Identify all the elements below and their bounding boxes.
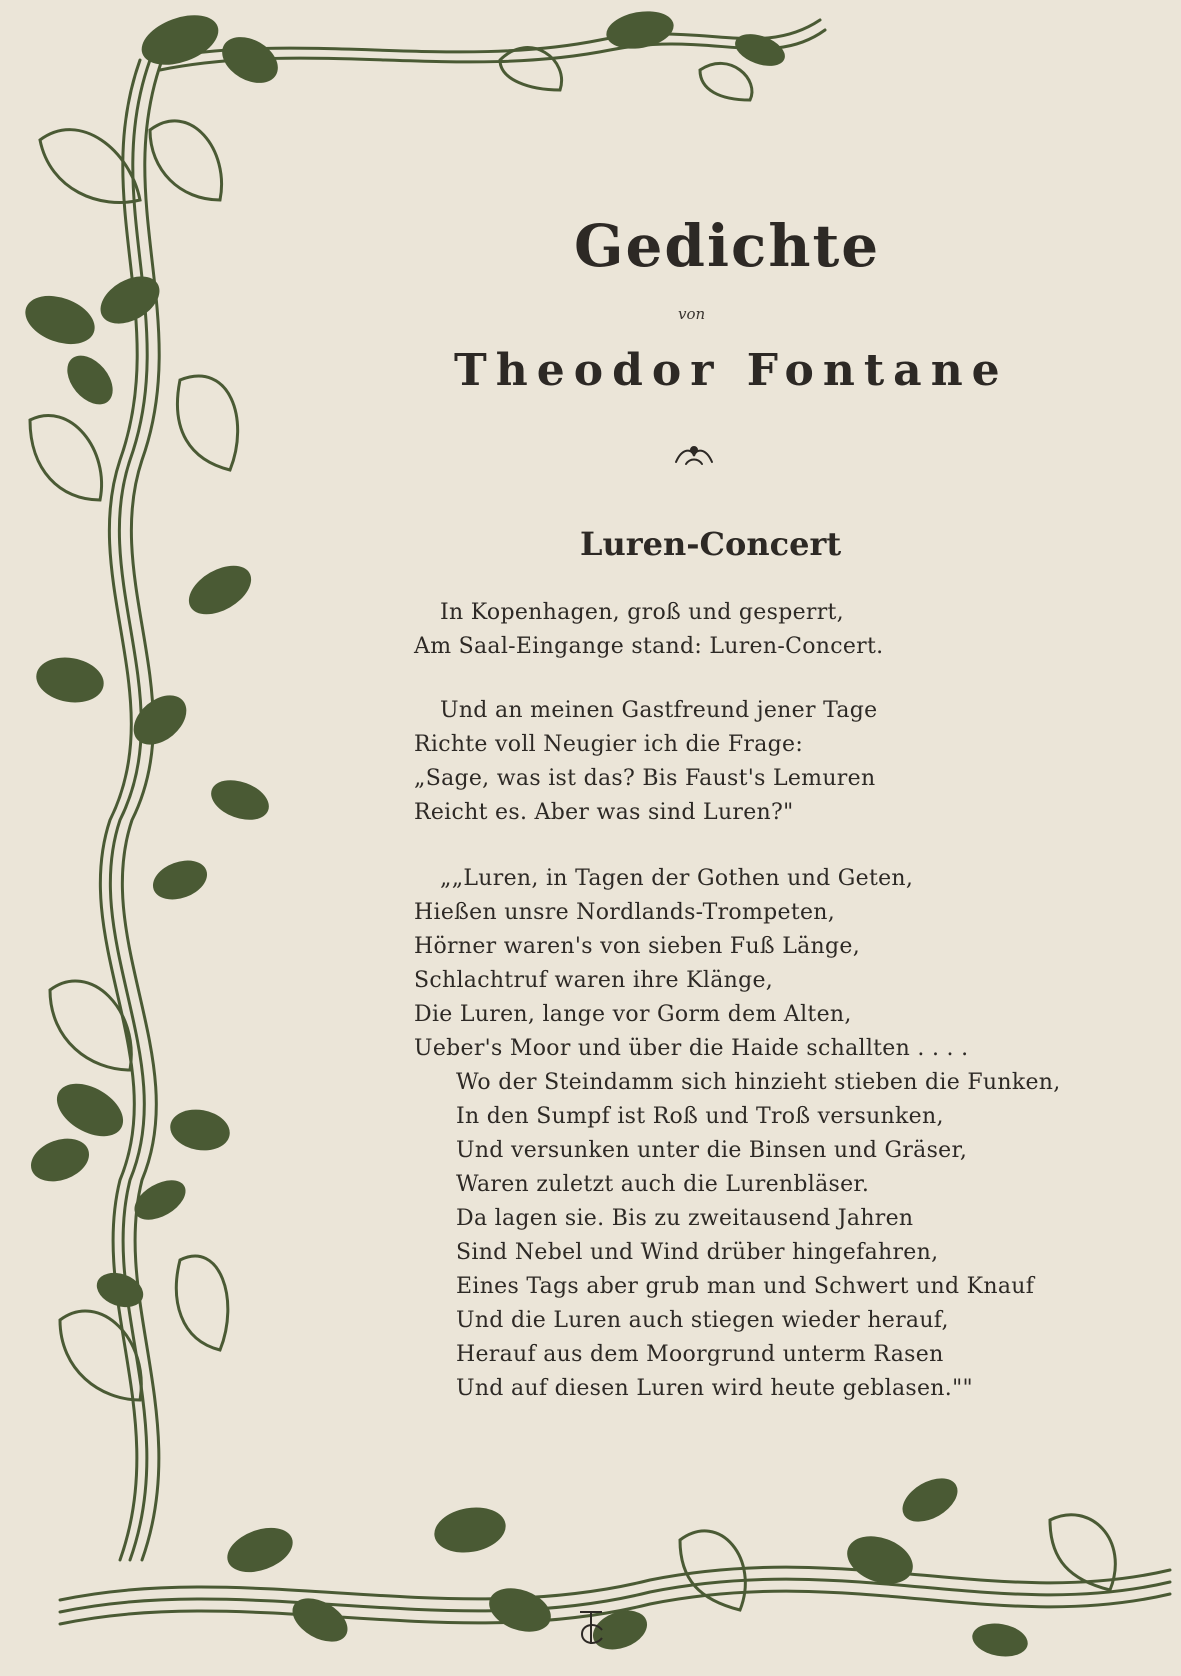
poem-title: Luren-Concert xyxy=(580,525,842,563)
poem-line: Und versunken unter die Binsen und Gräser, xyxy=(456,1138,968,1163)
poem-line: Reicht es. Aber was sind Luren?" xyxy=(414,800,794,825)
poem-line: Ueber's Moor und über die Haide schallten . . . . xyxy=(414,1036,969,1061)
poem-line: „Sage, was ist das? Bis Faust's Lemuren xyxy=(414,766,876,791)
poem-line: Die Luren, lange vor Gorm dem Alten, xyxy=(414,1002,852,1027)
page-title: Gedichte xyxy=(574,212,881,280)
poem-line: Hörner waren's von sieben Fuß Länge, xyxy=(414,934,860,959)
poem-line: Und an meinen Gastfreund jener Tage xyxy=(440,698,878,723)
poem-line: Eines Tags aber grub man und Schwert und Knauf xyxy=(456,1274,1035,1299)
poem-line: Herauf aus dem Moorgrund unterm Rasen xyxy=(456,1342,944,1367)
poem-line: Sind Nebel und Wind drüber hingefahren, xyxy=(456,1240,939,1265)
author-name: Theodor Fontane xyxy=(454,345,1009,396)
poem-line: Und auf diesen Luren wird heute geblasen."" xyxy=(456,1376,973,1401)
poem-line: Am Saal-Eingange stand: Luren-Concert. xyxy=(414,634,884,659)
poem-line: Und die Luren auch stiegen wieder herauf, xyxy=(456,1308,949,1333)
poem-line: Wo der Steindamm sich hinzieht stieben die Funken, xyxy=(456,1070,1061,1095)
von-label: von xyxy=(678,305,706,323)
poem-line: Da lagen sie. Bis zu zweitausend Jahren xyxy=(456,1206,914,1231)
poem-line: Richte voll Neugier ich die Frage: xyxy=(414,732,804,757)
poem-line: „„Luren, in Tagen der Gothen und Geten, xyxy=(440,866,914,891)
poem-line: In Kopenhagen, groß und gesperrt, xyxy=(440,600,844,625)
fleuron-icon xyxy=(672,442,716,470)
poem-line: Schlachtruf waren ihre Klänge, xyxy=(414,968,774,993)
poem-line: Hießen unsre Nordlands-Trompeten, xyxy=(414,900,836,925)
poem-line: In den Sumpf ist Roß und Troß versunken, xyxy=(456,1104,944,1129)
poem-line: Waren zuletzt auch die Lurenbläser. xyxy=(456,1172,870,1197)
monogram-icon xyxy=(574,1606,608,1650)
